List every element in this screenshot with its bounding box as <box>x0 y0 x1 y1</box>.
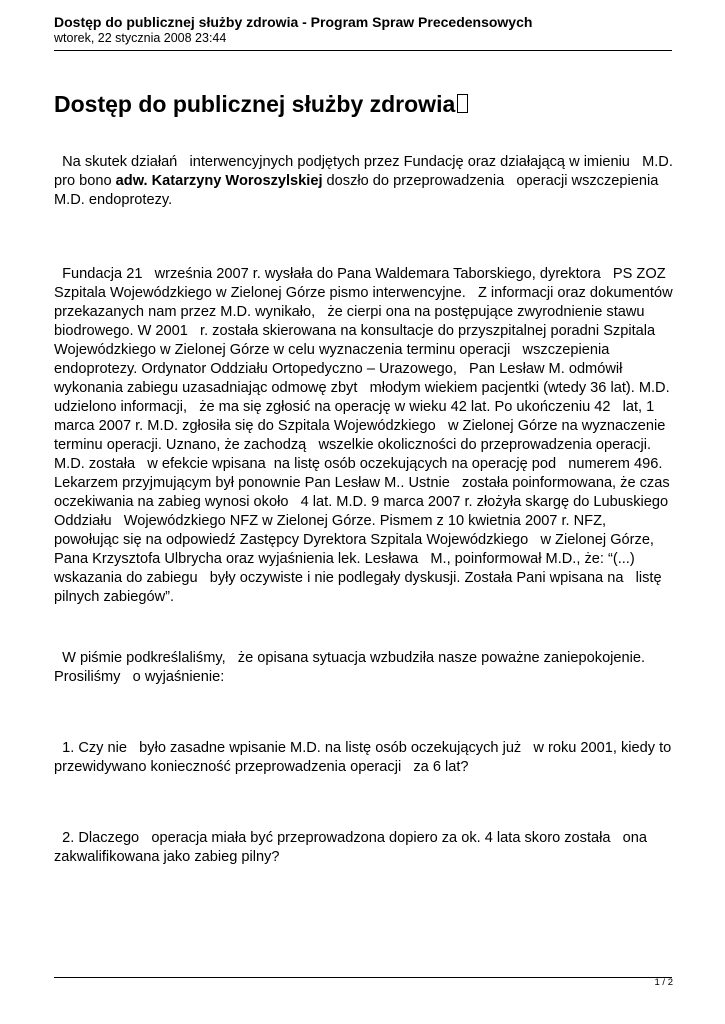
article-title: Dostęp do publicznej służby zdrowia <box>54 90 468 118</box>
paragraph-intro: Na skutek działań interwencyjnych podjętych przez Fundację oraz działającą w imieniu M.D. pro bono adw. Katarzyny Woroszylskiej doszło do przeprowadzenia operacji wszczepienia M.D. endoprotezy. <box>54 154 673 208</box>
paragraph-concern: W piśmie podkreślaliśmy, że opisana sytuacja wzbudziła nasze poważne zaniepokojenie. Prosiliśmy o wyjaśnienie: <box>54 650 646 685</box>
header-divider <box>54 50 672 51</box>
missing-glyph-icon <box>457 94 468 113</box>
header-date: wtorek, 22 stycznia 2008 23:44 <box>54 31 227 45</box>
page-number: 1 / 2 <box>654 977 673 988</box>
lawyer-name: adw. Katarzyny Woroszylskiej <box>115 173 323 189</box>
page-header <box>54 14 672 46</box>
question-1: 1. Czy nie było zasadne wpisanie M.D. na listę osób oczekujących już w roku 2001, kiedy to przewidywano konieczność przeprowadzenia operacji za 6 lat? <box>54 740 672 775</box>
header-title: Dostęp do publicznej służby zdrowia - Program Spraw Precedensowych <box>54 14 533 30</box>
paragraph-case-details: Fundacja 21 września 2007 r. wysłała do Pana Waldemara Taborskiego, dyrektora PS ZOZ Szpitala Wojewódzkiego w Zielonej Górze pismo interwencyjne. Z informacji oraz dokumentów przekazanych nam przez M.D. wynikało, że cierpi ona na postępujące zwyrodnienie stawu biodrowego. W 2001 r. została skierowana na konsultacje do przyszpitalnej poradni Szpitala Wojewódzkiego w Zielonej Górze w celu wyznaczenia terminu operacji wszczepienia endoprotezy. Ordynator Oddziału Ortopedyczno – Urazowego, Pan Lesław M. odmówił wykonania zabiegu uzasadniając odmowę zbyt młodym wiekiem pacjentki (wtedy 36 lat). M.D. udzielono informacji, że ma się zgłosić na operację w wieku 42 lat. Po ukończeniu 42 lat, 1 marca 2007 r. M.D. zgłosiła się do Szpitala Wojewódzkiego w Zielonej Górze na wyznaczenie terminu operacji. Uznano, że zachodzą wszelkie okoliczności do przeprowadzenia operacji. M.D. została w efekcie wpisana na listę osób oczekujących na operację pod numerem 496. Lekarzem przyjmującym był ponownie Pan Lesław M.. Ustnie została poinformowana, że czas oczekiwania na zabieg wynosi około 4 lat. M.D. 9 marca 2007 r. złożyła skargę do Lubuskiego Oddziału Wojewódzkiego NFZ w Zielonej Górze. Pismem z 10 kwietnia 2007 r. NFZ, powołując się na odpowiedź Zastępcy Dyrektora Szpitala Wojewódzkiego w Zielonej Górze, Pana Krzysztofa Ulbrycha oraz wyjaśnienia lek. Lesława M., poinformował M.D., że: “(...) wskazania do zabiegu były oczywiste i nie podlegały dyskusji. Została Pani wpisana na listę pilnych zabiegów”. <box>54 266 673 605</box>
question-2: 2. Dlaczego operacja miała być przeprowadzona dopiero za ok. 4 lata skoro została ona zakwalifikowana jako zabieg pilny? <box>54 830 647 865</box>
footer-divider <box>54 977 672 978</box>
